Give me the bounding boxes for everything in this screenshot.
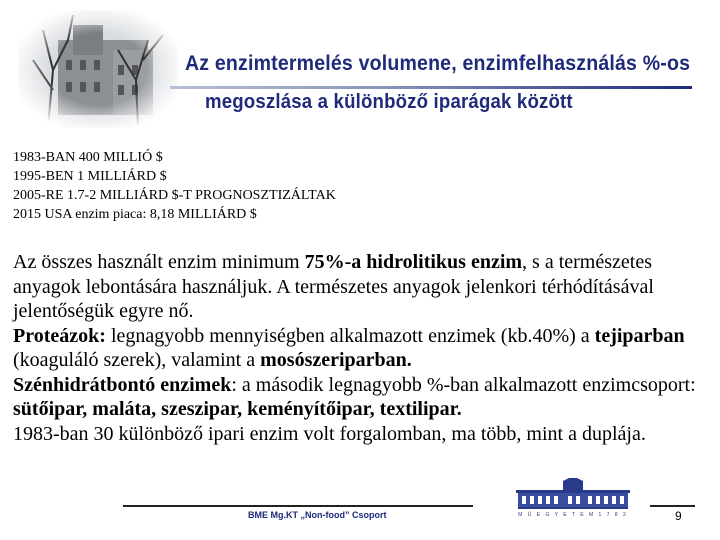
building-photo <box>18 10 178 128</box>
slide-title-line2: megoszlása a különböző iparágak között <box>205 91 573 113</box>
stat-line: 2015 USA enzim piaca: 8,18 MILLIÁRD $ <box>13 207 257 222</box>
paragraph-carbohydrases <box>13 373 713 422</box>
text-run: , s a természetes anyagok lebontására használjuk. A természetes anyagok jelenkori térhódításával jelentőségük egyre nő. <box>13 251 654 322</box>
text-run-bold: 75%-a hidrolitikus enzim <box>304 251 523 273</box>
body-text <box>13 250 713 446</box>
paragraph-proteases <box>13 324 713 373</box>
title-rule <box>170 86 692 89</box>
footer-rule-left <box>123 505 473 507</box>
text-run-bold: tejiparban <box>594 324 685 347</box>
stat-line: 1983-BAN 400 MILLIÓ $ <box>13 150 163 165</box>
text-run-bold: mosószeriparban. <box>260 349 412 371</box>
university-logo <box>508 478 638 520</box>
footer-rule-right <box>650 505 695 507</box>
text-run-bold: sütőipar, maláta, szeszipar, keményítőipar, textilipar. <box>13 398 462 420</box>
text-run-bold: Szénhidrátbontó enzimek <box>13 373 232 396</box>
stat-line: 1995-BEN 1 MILLIÁRD $ <box>13 169 167 184</box>
stat-line: 2005-RE 1.7-2 MILLIÁRD $-T PROGNOSZTIZÁLTAK <box>13 188 336 203</box>
text-run: (koaguláló szerek), valamint a <box>13 349 261 371</box>
svg-text:M Ű E G Y E T E M 1 7 8 2: M Ű E G Y E T E M 1 7 8 2 <box>518 512 628 518</box>
text-run-bold: Proteázok: <box>13 324 106 347</box>
stats-list <box>13 148 336 224</box>
footer-credit: BME Mg.KT „Non-food” Csoport <box>248 510 387 520</box>
paragraph-hydrolytic <box>13 250 713 324</box>
text-run: Az összes használt enzim minimum <box>13 251 305 273</box>
paragraph-history: 1983-ban 30 különböző ipari enzim volt forgalomban, ma több, mint a duplája. <box>13 422 646 445</box>
slide-title-line1: Az enzimtermelés volumene, enzimfelhasználás %-os <box>185 52 691 75</box>
text-run: : a második legnagyobb %-ban alkalmazott enzimcsoport: <box>231 373 696 396</box>
text-run: legnagyobb mennyiségben alkalmazott enzimek (kb.40%) a <box>105 324 595 347</box>
page-number: 9 <box>675 509 682 523</box>
